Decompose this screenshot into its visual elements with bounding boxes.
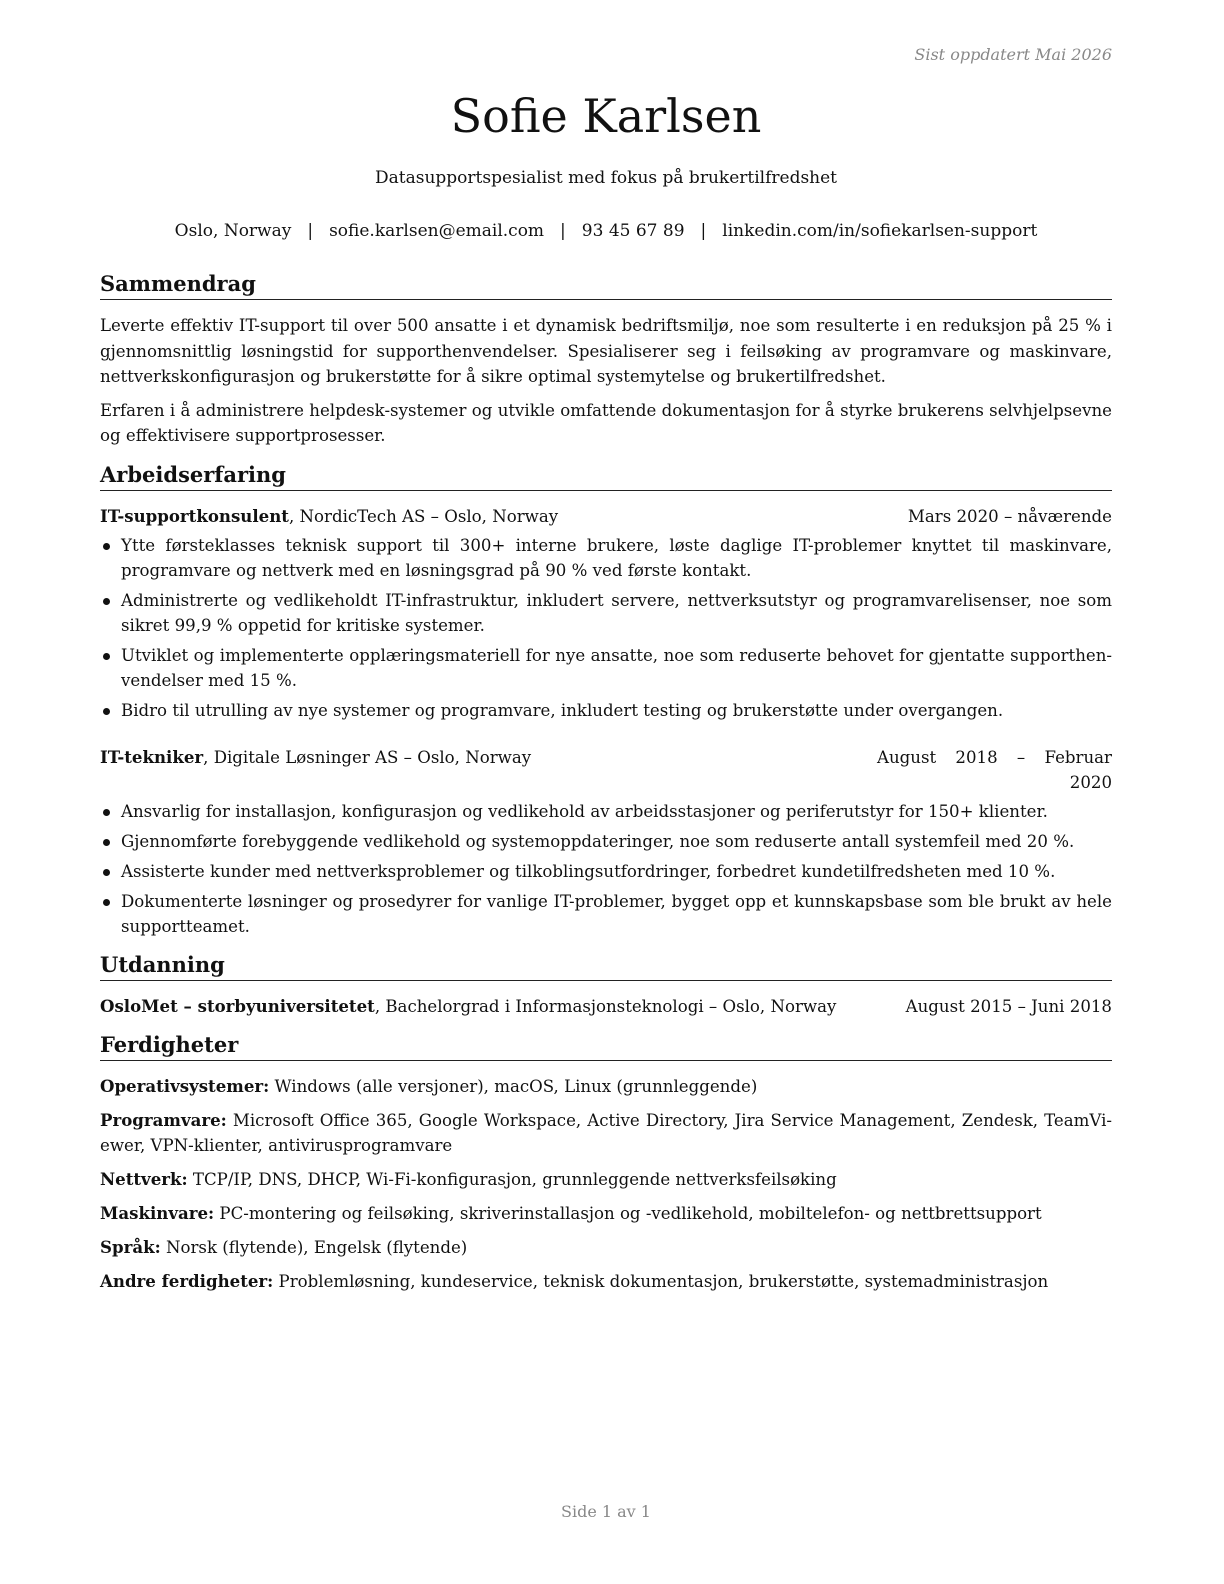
contact-linkedin[interactable]: linkedin.com/in/sofiekarlsen-support	[722, 221, 1038, 241]
candidate-name: Sofie Karlsen	[450, 89, 762, 143]
education-degree: , Bachelorgrad i Informasjonsteknologi – Oslo, Norway	[374, 996, 837, 1016]
job-bullets	[100, 799, 1112, 939]
bullet-icon	[103, 598, 110, 605]
list-item	[100, 799, 1112, 824]
list-item	[100, 643, 1112, 693]
job-entry	[100, 745, 1112, 939]
summary-section	[100, 270, 1112, 449]
list-item	[100, 889, 1112, 939]
job-title-line	[100, 504, 908, 529]
bullet-icon	[103, 543, 110, 550]
contact-phone[interactable]: 93 45 67 89	[581, 221, 685, 241]
job-role: IT-supportkonsulent	[100, 505, 289, 526]
list-item	[100, 588, 1112, 638]
skill-row	[100, 1269, 1112, 1294]
resume-content	[100, 270, 1112, 1294]
summary-paragraph: Leverte effektiv IT-support til over 500 ansatte i et dynamisk bedriftsmiljø, noe som resulterte i en reduksjon på 25 % i gjennomsnittlig løsningstid for supporthenvendelser. Spesialiserer seg i feilsøking av programvare og maskinvare, nettverkskonfigurasjon og brukerstøtte for å sikre optimal systemytelse og brukertilfredshet.	[100, 316, 1112, 386]
section-title-skills: Ferdigheter	[100, 1031, 1112, 1061]
tagline: Datasupportspesialist med fokus på brukertilfredshet	[374, 168, 838, 188]
skill-label: Språk:	[100, 1236, 161, 1257]
contact-separator: |	[307, 221, 314, 241]
experience-section	[100, 461, 1112, 939]
section-title-experience: Arbeidserfaring	[100, 461, 1112, 491]
skill-label: Programvare:	[100, 1109, 227, 1130]
skill-row	[100, 1167, 1112, 1192]
education-school: OsloMet – storbyuniversitetet	[100, 995, 375, 1016]
summary-paragraph: Erfaren i å administrere helpdesk-systemer og utvikle omfattende dokumentasjon for å styrke brukerens selvhjelpsevne og effektivisere supportprosesser.	[100, 400, 1112, 445]
skills-section	[100, 1031, 1112, 1294]
bullet-icon	[103, 899, 110, 906]
job-header	[100, 504, 1112, 529]
education-entry	[100, 994, 1112, 1019]
list-item	[100, 698, 1112, 723]
bullet-text: Dokumenterte løsninger og prosedyrer for vanlige IT-problemer, bygget opp et kunnskapsbase som ble brukt av hele supportteamet.	[121, 891, 1112, 936]
job-role: IT-tekniker	[100, 746, 204, 767]
bullet-text: Bidro til utrulling av nye systemer og programvare, inkludert testing og brukerstøtte under overgangen.	[121, 700, 1004, 720]
list-item	[100, 829, 1112, 854]
education-section	[100, 951, 1112, 1019]
education-line	[100, 994, 906, 1019]
education-dates: August 2015 – Juni 2018	[905, 996, 1112, 1016]
skill-value: Norsk (flytende), Engelsk (flytende)	[160, 1237, 468, 1257]
skill-value: Windows (alle versjoner), macOS, Linux (grunnleggende)	[269, 1076, 758, 1096]
contact-separator: |	[560, 221, 566, 241]
job-title-line	[100, 745, 877, 795]
resume-page	[100, 0, 1112, 1584]
contact-line	[100, 218, 1112, 244]
page-number: Side 1 av 1	[561, 1502, 651, 1521]
job-dates: August 2018 – Februar 2020	[877, 747, 1112, 792]
contact-email[interactable]: sofie.karlsen@email.com	[329, 221, 545, 241]
job-header	[100, 745, 1112, 795]
skill-label: Operativsystemer:	[100, 1075, 270, 1096]
section-title-summary: Sammendrag	[100, 270, 1112, 300]
list-item	[100, 859, 1112, 884]
job-dates: Mars 2020 – nåværende	[907, 506, 1112, 526]
skill-value: Microsoft Office 365, Google Workspace, Active Directory, Jira Service Management, Zendesk, TeamViewer, VPN-klienter, antivirusprogramvare	[100, 1110, 1112, 1155]
bullet-icon	[103, 839, 110, 846]
skill-label: Maskinvare:	[100, 1202, 215, 1223]
skill-row	[100, 1074, 1112, 1099]
job-bullets	[100, 533, 1112, 723]
skill-row	[100, 1201, 1112, 1226]
list-item	[100, 533, 1112, 583]
bullet-text: Utviklet og implementerte opplæringsmateriell for nye ansatte, noe som reduserte behovet for gjentatte supporthenvendelser med 15 %.	[121, 645, 1112, 690]
bullet-icon	[103, 869, 110, 876]
skill-row	[100, 1108, 1112, 1158]
bullet-icon	[103, 809, 110, 816]
bullet-icon	[103, 708, 110, 715]
bullet-text: Ytte førsteklasses teknisk support til 300+ interne brukere, løste daglige IT-problemer knyttet til maskinvare, programvare og nettverk med en løsningsgrad på 90 % ved første kontakt.	[121, 535, 1112, 580]
job-org: , NordicTech AS – Oslo, Norway	[288, 506, 559, 526]
skill-label: Nettverk:	[100, 1168, 188, 1189]
job-entry	[100, 504, 1112, 723]
bullet-text: Gjennomførte forebyggende vedlikehold og systemoppdateringer, noe som reduserte antall systemfeil med 20 %.	[121, 831, 1075, 851]
bullet-text: Administrerte og vedlikeholdt IT-infrastruktur, inkludert servere, nettverksutstyr og programvarelisenser, noe som sikret 99,9 % oppetid for kritiske systemer.	[121, 590, 1112, 635]
contact-separator: |	[700, 221, 707, 241]
skill-value: TCP/IP, DNS, DHCP, Wi-Fi-konfigurasjon, grunnleggende nettverksfeilsøking	[187, 1169, 837, 1189]
bullet-text: Assisterte kunder med nettverksproblemer og tilkoblingsutfordringer, forbedret kundetilfredsheten med 10 %.	[121, 861, 1056, 881]
contact-location: Oslo, Norway	[174, 221, 292, 241]
section-title-education: Utdanning	[100, 951, 1112, 981]
bullet-icon	[103, 653, 110, 660]
skill-value: PC-montering og feilsøking, skriverinstallasjon og -vedlikehold, mobiltelefon- og nettbrettsupport	[214, 1203, 1042, 1223]
skill-row	[100, 1235, 1112, 1260]
skill-value: Problemløsning, kundeservice, teknisk dokumentasjon, brukerstøtte, systemadministrasjon	[273, 1271, 1049, 1291]
last-updated: Sist oppdatert Mai 2026	[914, 45, 1112, 64]
skill-label: Andre ferdigheter:	[100, 1270, 274, 1291]
job-org: , Digitale Løsninger AS – Oslo, Norway	[203, 747, 532, 767]
bullet-text: Ansvarlig for installasjon, konfigurasjon og vedlikehold av arbeidsstasjoner og periferutstyr for 150+ klienter.	[121, 801, 1048, 821]
